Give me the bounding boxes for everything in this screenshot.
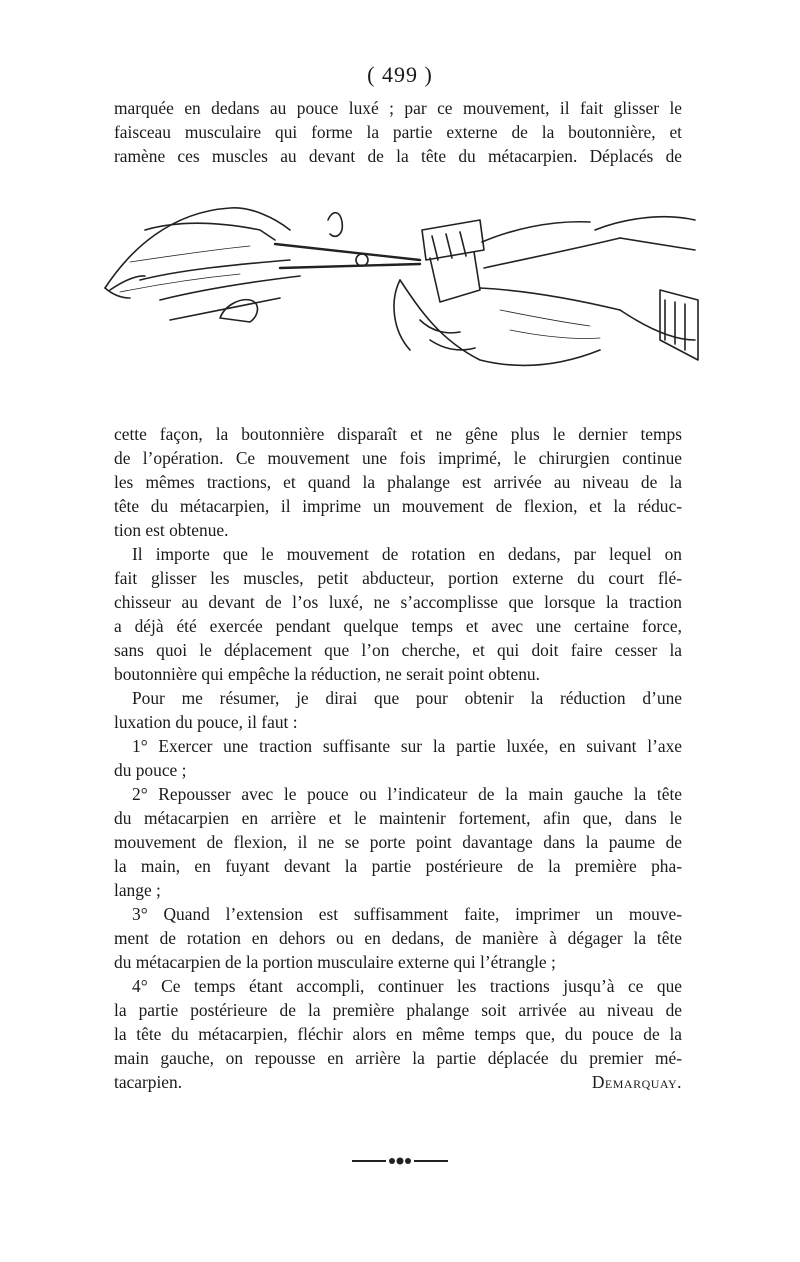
hands-with-forceps-illustration [100, 190, 700, 410]
text-line: du métacarpien de la portion musculaire externe qui l’étrangle ; [114, 952, 556, 972]
main-text [114, 422, 682, 1094]
author-signature: Demarquay. [591, 1072, 682, 1092]
page-number: ( 499 ) [367, 62, 433, 87]
text-line: la tête du métacarpien, fléchir alors en même temps que, du pouce de la [114, 1024, 682, 1044]
text-line: tacarpien. [114, 1072, 183, 1092]
closing-line [114, 1070, 682, 1094]
text-line: Il importe que le mouvement de rotation en dedans, par lequel on [132, 544, 682, 564]
step-3 [114, 902, 682, 974]
text-line: du pouce ; [114, 760, 187, 780]
text-line: Pour me résumer, je dirai que pour obtenir la réduction d’une [132, 688, 682, 708]
text-line: les mêmes tractions, et quand la phalange est arrivée au niveau de la [114, 472, 682, 492]
top-paragraph [114, 96, 682, 168]
text-line: ramène ces muscles au devant de la tête du métacarpien. Déplacés de [114, 146, 682, 166]
text-line: lange ; [114, 880, 161, 900]
text-line: 3° Quand l’extension est suffisamment faite, imprimer un mouve- [132, 904, 682, 924]
text-line: mouvement de flexion, il ne se porte point davantage dans la paume de [114, 832, 682, 852]
text-line: la main, en fuyant devant la partie postérieure de la première pha- [114, 856, 682, 876]
step-4 [114, 974, 682, 1094]
continuation-paragraph [114, 422, 682, 542]
summary-paragraph [114, 686, 682, 734]
end-ornament-icon [350, 1154, 450, 1168]
text-line: marquée en dedans au pouce luxé ; par ce mouvement, il fait glisser le [114, 98, 682, 118]
text-line: tion est obtenue. [114, 520, 229, 540]
text-line: fait glisser les muscles, petit abducteur, portion externe du court flé- [114, 568, 682, 588]
text-line: luxation du pouce, il faut : [114, 712, 298, 732]
text-line: a déjà été exercée pendant quelque temps et avec une certaine force, [114, 616, 682, 636]
text-line: boutonnière qui empêche la réduction, ne serait point obtenu. [114, 664, 540, 684]
text-line: de l’opération. Ce mouvement une fois imprimé, le chirurgien continue [114, 448, 682, 468]
step-2 [114, 782, 682, 902]
text-line: main gauche, on repousse en arrière la partie déplacée du premier mé- [114, 1048, 682, 1068]
text-line: cette façon, la boutonnière disparaît et ne gêne plus le dernier temps [114, 424, 682, 444]
text-line: chisseur au devant de l’os luxé, ne s’accomplisse que lorsque la traction [114, 592, 682, 612]
text-line: 2° Repousser avec le pouce ou l’indicateur de la main gauche la tête [132, 784, 682, 804]
step-1 [114, 734, 682, 782]
text-line: ment de rotation en dehors ou en dedans, de manière à dégager la tête [114, 928, 682, 948]
text-line: du métacarpien en arrière et le maintenir fortement, afin que, dans le [114, 808, 682, 828]
text-line: tête du métacarpien, il imprime un mouvement de flexion, et la réduc- [114, 496, 682, 516]
typographic-end-ornament-icon [350, 1154, 450, 1168]
text-line: 4° Ce temps étant accompli, continuer les tractions jusqu’à ce que [132, 976, 682, 996]
text-line: faisceau musculaire qui forme la partie externe de la boutonnière, et [114, 122, 682, 142]
rotation-paragraph [114, 542, 682, 686]
text-line: sans quoi le déplacement que l’on cherche, et qui doit faire cesser la [114, 640, 682, 660]
text-line: la partie postérieure de la première phalange soit arrivée au niveau de [114, 1000, 682, 1020]
text-line: 1° Exercer une traction suffisante sur la partie luxée, en suivant l’axe [132, 736, 682, 756]
hands-with-forceps-engraving [100, 190, 700, 410]
